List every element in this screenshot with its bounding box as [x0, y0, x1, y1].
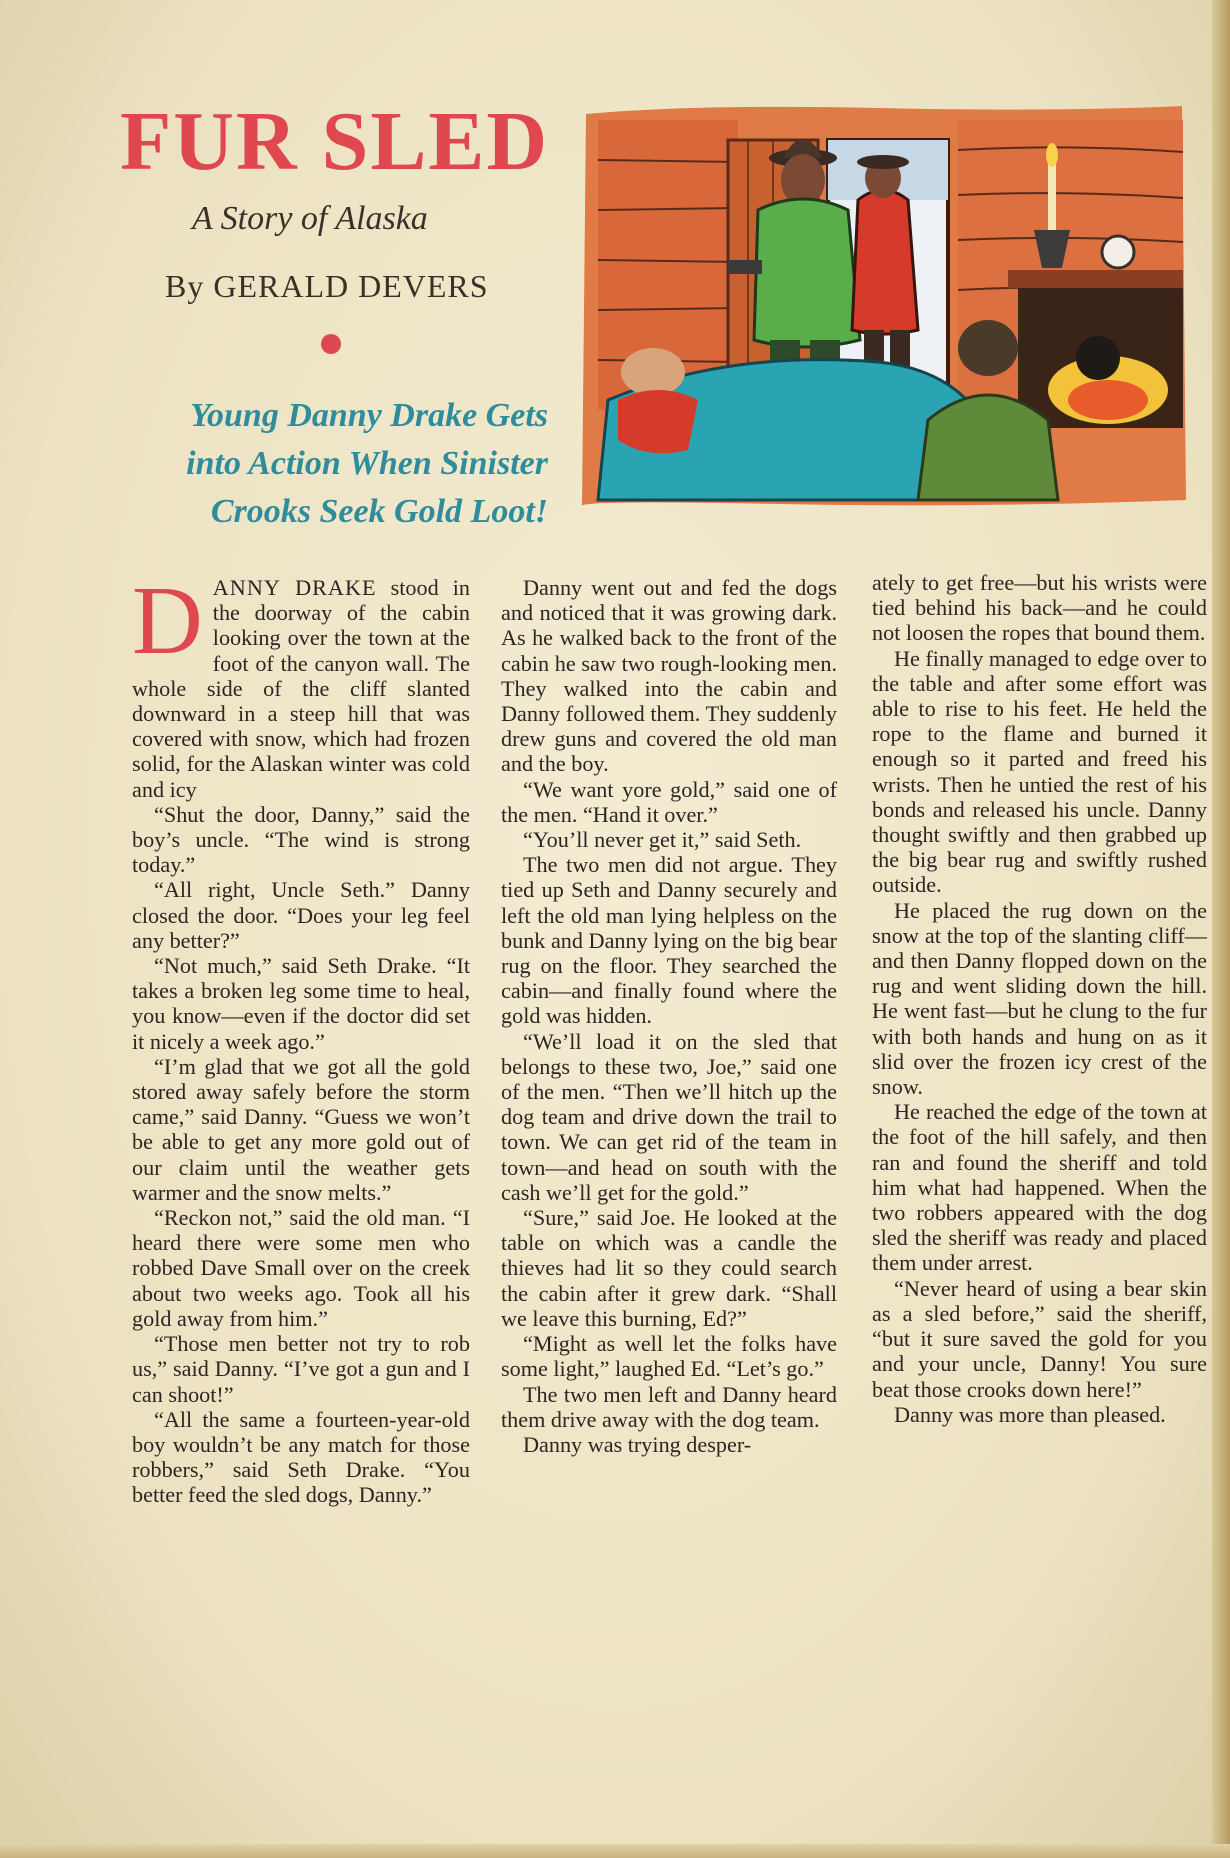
paragraph: “Not much,” said Seth Drake. “It takes a broken leg some time to heal, you know—even if the doctor did set it nicely a week ago.”: [132, 953, 470, 1054]
paragraph: “All right, Uncle Seth.” Danny closed the door. “Does your leg feel any better?”: [132, 877, 470, 953]
lead-smallcaps: ANNY DRAKE: [212, 575, 377, 600]
text-column-2: [501, 575, 837, 1457]
paragraph: “Those men better not try to rob us,” said Danny. “I’ve got a gun and I can shoot!”: [132, 1331, 470, 1407]
paragraph: Danny went out and fed the dogs and noticed that it was growing dark. As he walked back to the front of the cabin he saw two rough-looking men. They walked into the cabin and Danny followed them. They suddenly drew guns and covered the old man and the boy.: [501, 575, 837, 777]
paragraph: Danny was more than pleased.: [894, 1401, 1166, 1427]
tagline-line: into Action When Sinister: [186, 445, 548, 482]
paragraph: He finally managed to edge over to the table and after some effort was able to rise to his feet. He held the rope to the flame and burned it enough so it parted and freed his wrists. Then he untied the rest of his bonds and released his uncle. Danny thought swiftly and then grabbed up the big bear rug and swiftly rushed outside.: [872, 645, 1207, 898]
paragraph: He reached the edge of the town at the foot of the hill safely, and then ran and found the sheriff and told him what had happened. When the two robbers appeared with the dog sled the sheriff was ready and placed them under arrest.: [872, 1099, 1207, 1276]
page-edge-bottom: [0, 1844, 1230, 1858]
drop-cap: D: [132, 567, 203, 675]
page-edge: [1212, 0, 1230, 1858]
bullet-ornament: [321, 334, 341, 354]
tagline-line: Young Danny Drake Gets: [190, 397, 548, 434]
byline: By GERALD DEVERS: [165, 268, 489, 304]
paragraph: The two men did not argue. They tied up Seth and Danny securely and left the old man lying helpless on the bunk and Danny lying on the big bear rug on the floor. They searched the cabin—and finally found where the gold was hidden.: [501, 852, 837, 1029]
paragraph: ately to get free—but his wrists were tied behind his back—and he could not loosen the ropes that bound them.: [872, 570, 1207, 646]
text-column-1: [132, 567, 470, 1508]
paragraph: “Never heard of using a bear skin as a sled before,” said the sheriff, “but it sure saved the gold for you and your uncle, Danny! You sure beat those crooks down here!”: [872, 1275, 1207, 1402]
tagline-line: Crooks Seek Gold Loot!: [210, 493, 548, 530]
paragraph: “We want yore gold,” said one of the men. “Hand it over.”: [501, 776, 837, 827]
text-column-3: [872, 570, 1207, 1427]
paragraph: “Sure,” said Joe. He looked at the table on which was a candle the thieves had lit so they could search the cabin after it grew dark. “Shall we leave this burning, Ed?”: [501, 1205, 837, 1331]
story-title: FUR SLED: [120, 95, 550, 188]
paragraph: “Might as well let the folks have some light,” laughed Ed. “Let’s go.”: [501, 1331, 837, 1382]
paragraph: “All the same a fourteen-year-old boy wouldn’t be any match for those robbers,” said Seth Drake. “You better feed the sled dogs, Danny.”: [132, 1406, 470, 1508]
paragraph: He placed the rug down on the snow at the top of the slanting cliff—and then Danny flopped down on the rug and went sliding down the hill. He went fast—but he clung to the fur with both hands and hung on as it slid over the frozen icy crest of the snow.: [872, 897, 1207, 1100]
paragraph: The two men left and Danny heard them drive away with the dog team.: [501, 1381, 837, 1432]
paragraph: “Shut the door, Danny,” said the boy’s uncle. “The wind is strong today.”: [132, 801, 470, 878]
paragraph: “Reckon not,” said the old man. “I heard there were some men who robbed Dave Small over on the creek about two weeks ago. Took all his gold away from him.”: [132, 1205, 470, 1331]
tagline: [118, 392, 548, 536]
paragraph: “We’ll load it on the sled that belongs to these two, Joe,” said one of the men. “Then we’ll hitch up the dog team and drive down the trail to town. We can get rid of the team in town—and head on south with the cash we’ll get for the gold.”: [501, 1028, 837, 1205]
paragraph: “I’m glad that we got all the gold stored away safely before the storm came,” said Danny. “Guess we won’t be able to get any more gold out of our claim until the weather gets warmer and the snow melts.”: [132, 1053, 470, 1205]
story-illustration: [578, 100, 1190, 510]
paragraph: “You’ll never get it,” said Seth.: [523, 827, 802, 853]
story-subtitle: A Story of Alaska: [192, 200, 428, 237]
paragraph: Danny was trying desper-: [523, 1431, 752, 1457]
lead-text: stood in the doorway of the cabin looking over the town at the foot of the canyon wall. The whole side of the cliff slanted downward in a steep hill that was covered with snow, which had frozen solid, for the Alaskan winter was cold and icy: [132, 575, 470, 802]
lead-paragraph: [132, 567, 470, 802]
